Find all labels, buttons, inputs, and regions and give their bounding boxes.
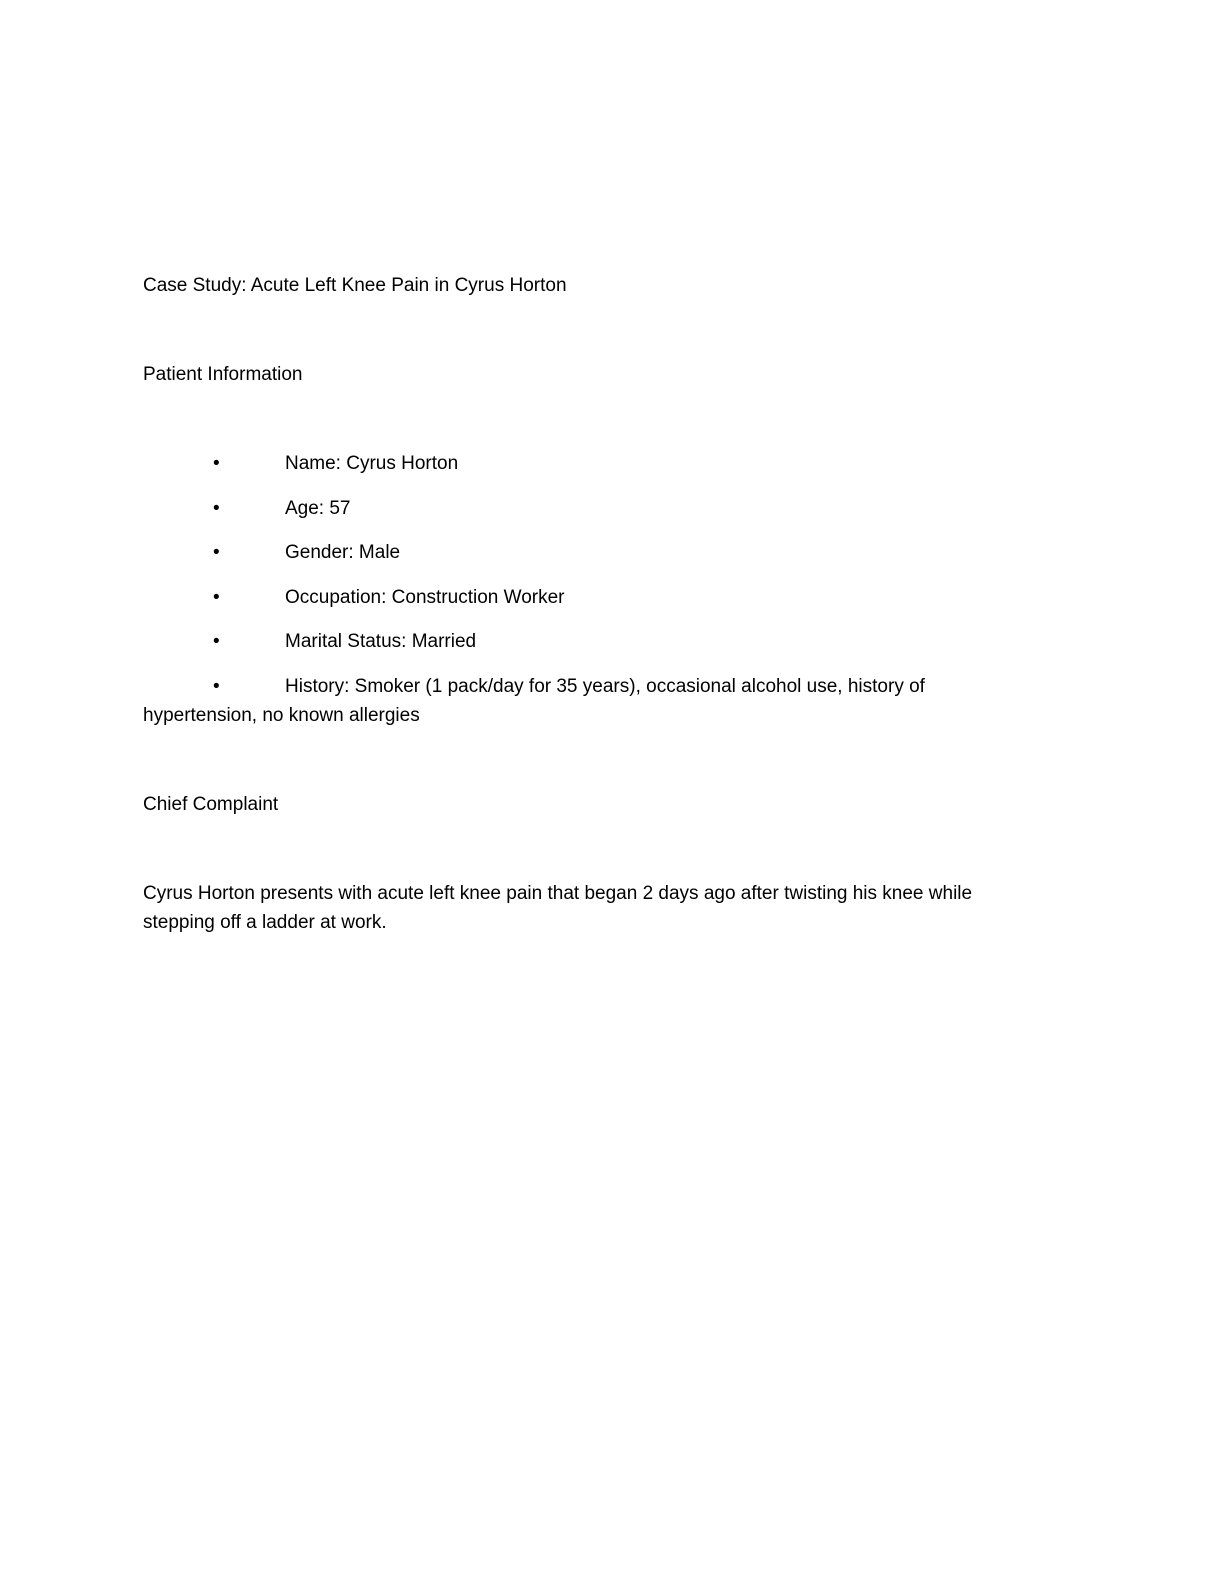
- bullet-icon: •: [213, 587, 220, 608]
- patient-gender: Gender: Male: [285, 542, 401, 563]
- chief-complaint-text: Cyrus Horton presents with acute left knee pain that began 2 days ago after twisting his knee while stepping off a ladder at work.: [143, 883, 973, 933]
- bullet-icon: •: [213, 498, 220, 519]
- patient-name: Name: Cyrus Horton: [285, 453, 459, 474]
- bullet-icon: •: [213, 453, 220, 474]
- patient-age: Age: 57: [285, 498, 351, 519]
- patient-marital-status: Marital Status: Married: [285, 631, 477, 652]
- document-title: Case Study: Acute Left Knee Pain in Cyrus Horton: [143, 275, 567, 296]
- chief-complaint-heading: Chief Complaint: [143, 794, 279, 815]
- patient-history: History: Smoker (1 pack/day for 35 years), occasional alcohol use, history of hypertension, no known allergies: [143, 676, 925, 726]
- bullet-icon: •: [213, 676, 220, 697]
- patient-information-heading: Patient Information: [143, 364, 303, 385]
- bullet-icon: •: [213, 542, 220, 563]
- bullet-icon: •: [213, 631, 220, 652]
- patient-occupation: Occupation: Construction Worker: [285, 587, 565, 608]
